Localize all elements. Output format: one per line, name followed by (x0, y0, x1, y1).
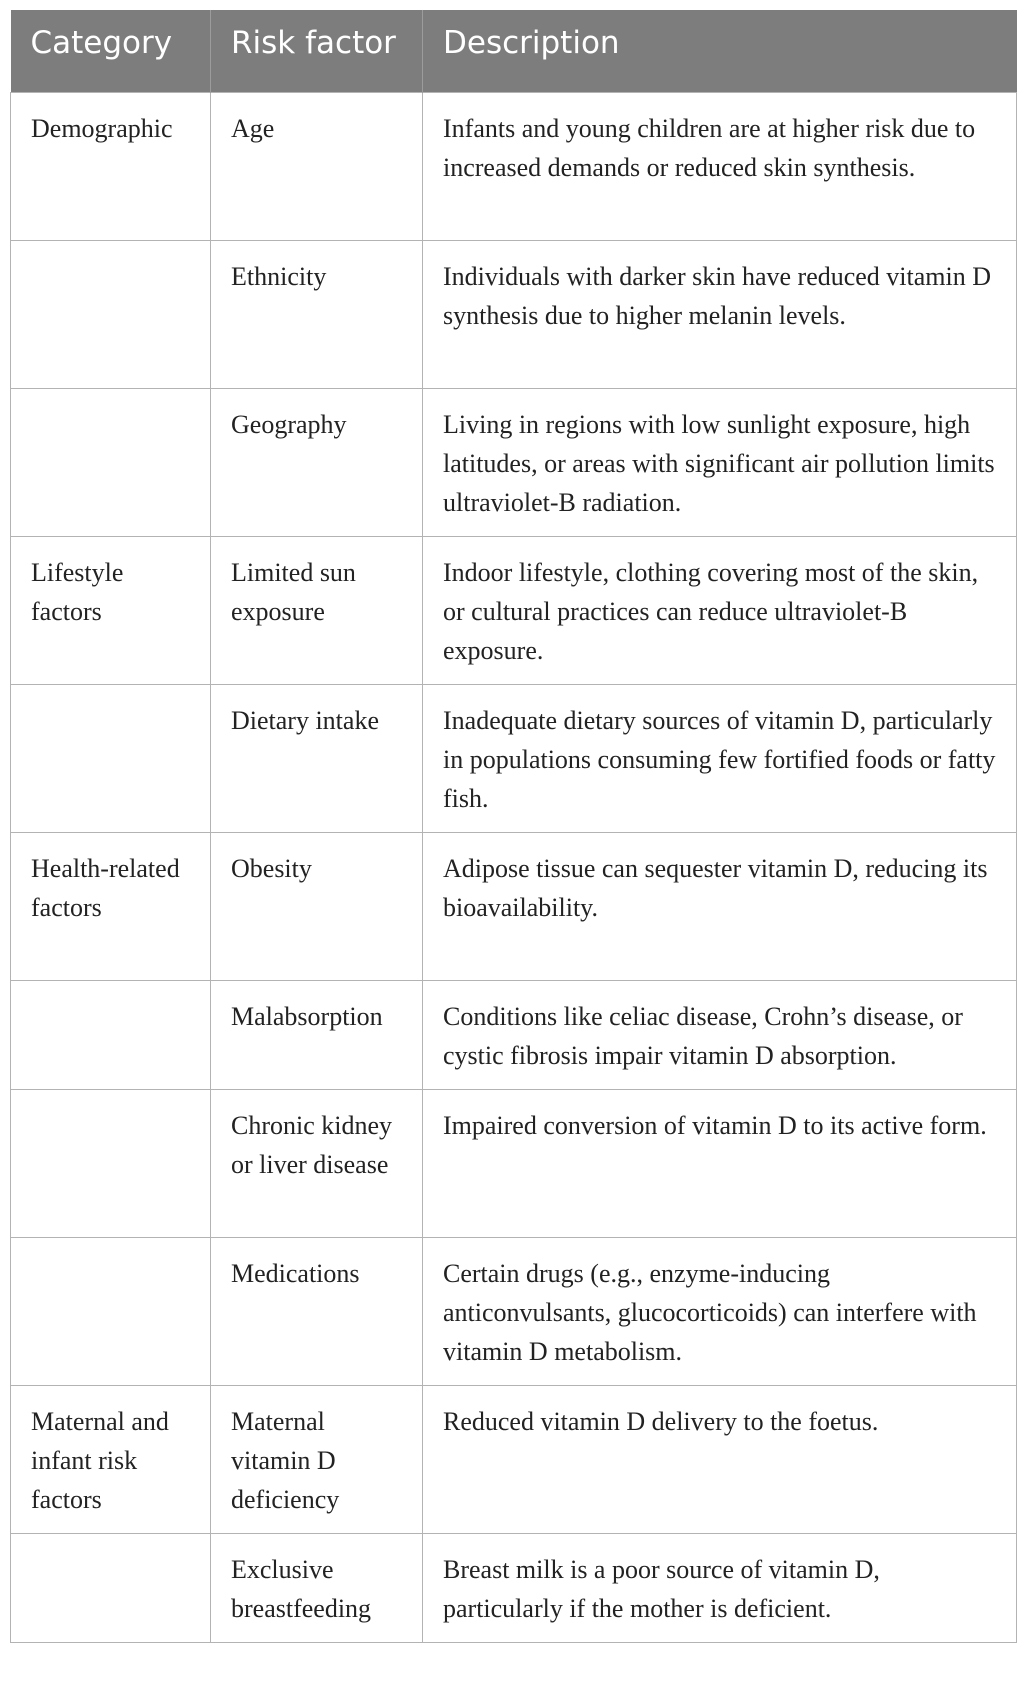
cell-category (11, 980, 211, 1089)
cell-description: Inadequate dietary sources of vitamin D, particularly in populations consuming few fortified foods or fatty fish. (423, 684, 1017, 832)
cell-description: Indoor lifestyle, clothing covering most of the skin, or cultural practices can reduce ultraviolet-B exposure. (423, 536, 1017, 684)
table-body (11, 92, 1017, 1642)
table-row (11, 1385, 1017, 1533)
cell-category (11, 1533, 211, 1642)
table-row (11, 980, 1017, 1089)
cell-risk-factor: Limited sun exposure (211, 536, 423, 684)
cell-risk-factor: Malabsorption (211, 980, 423, 1089)
cell-description: Certain drugs (e.g., enzyme-inducing anticonvulsants, glucocorticoids) can interfere with vitamin D metabolism. (423, 1237, 1017, 1385)
cell-description: Living in regions with low sunlight exposure, high latitudes, or areas with significant air pollution limits ultraviolet-B radiation. (423, 388, 1017, 536)
table-row (11, 1089, 1017, 1237)
table-row (11, 92, 1017, 240)
table-header (11, 10, 1017, 92)
cell-category: Lifestyle factors (11, 536, 211, 684)
header-risk-factor: Risk factor (211, 10, 423, 92)
cell-category (11, 1237, 211, 1385)
table-row (11, 388, 1017, 536)
cell-risk-factor: Chronic kidney or liver disease (211, 1089, 423, 1237)
cell-category: Maternal and infant risk factors (11, 1385, 211, 1533)
cell-category (11, 240, 211, 388)
cell-description: Infants and young children are at higher risk due to increased demands or reduced skin synthesis. (423, 92, 1017, 240)
cell-risk-factor: Exclusive breastfeeding (211, 1533, 423, 1642)
cell-risk-factor: Dietary intake (211, 684, 423, 832)
header-description: Description (423, 10, 1017, 92)
cell-category: Demographic (11, 92, 211, 240)
table-row (11, 1237, 1017, 1385)
table-row (11, 240, 1017, 388)
cell-category (11, 1089, 211, 1237)
cell-risk-factor: Geography (211, 388, 423, 536)
cell-risk-factor: Age (211, 92, 423, 240)
cell-description: Reduced vitamin D delivery to the foetus. (423, 1385, 1017, 1533)
cell-category (11, 684, 211, 832)
cell-risk-factor: Obesity (211, 832, 423, 980)
cell-description: Individuals with darker skin have reduced vitamin D synthesis due to higher melanin levels. (423, 240, 1017, 388)
cell-risk-factor: Maternal vitamin D deficiency (211, 1385, 423, 1533)
cell-description: Breast milk is a poor source of vitamin D, particularly if the mother is deficient. (423, 1533, 1017, 1642)
table-row (11, 684, 1017, 832)
cell-risk-factor: Ethnicity (211, 240, 423, 388)
table-row (11, 1533, 1017, 1642)
cell-description: Impaired conversion of vitamin D to its active form. (423, 1089, 1017, 1237)
table-row (11, 536, 1017, 684)
cell-description: Conditions like celiac disease, Crohn’s disease, or cystic fibrosis impair vitamin D absorption. (423, 980, 1017, 1089)
cell-category (11, 388, 211, 536)
cell-category: Health-related factors (11, 832, 211, 980)
cell-risk-factor: Medications (211, 1237, 423, 1385)
risk-factors-table-container (10, 10, 1016, 1643)
header-row (11, 10, 1017, 92)
cell-description: Adipose tissue can sequester vitamin D, reducing its bioavailability. (423, 832, 1017, 980)
header-category: Category (11, 10, 211, 92)
risk-factors-table (10, 10, 1017, 1643)
table-row (11, 832, 1017, 980)
